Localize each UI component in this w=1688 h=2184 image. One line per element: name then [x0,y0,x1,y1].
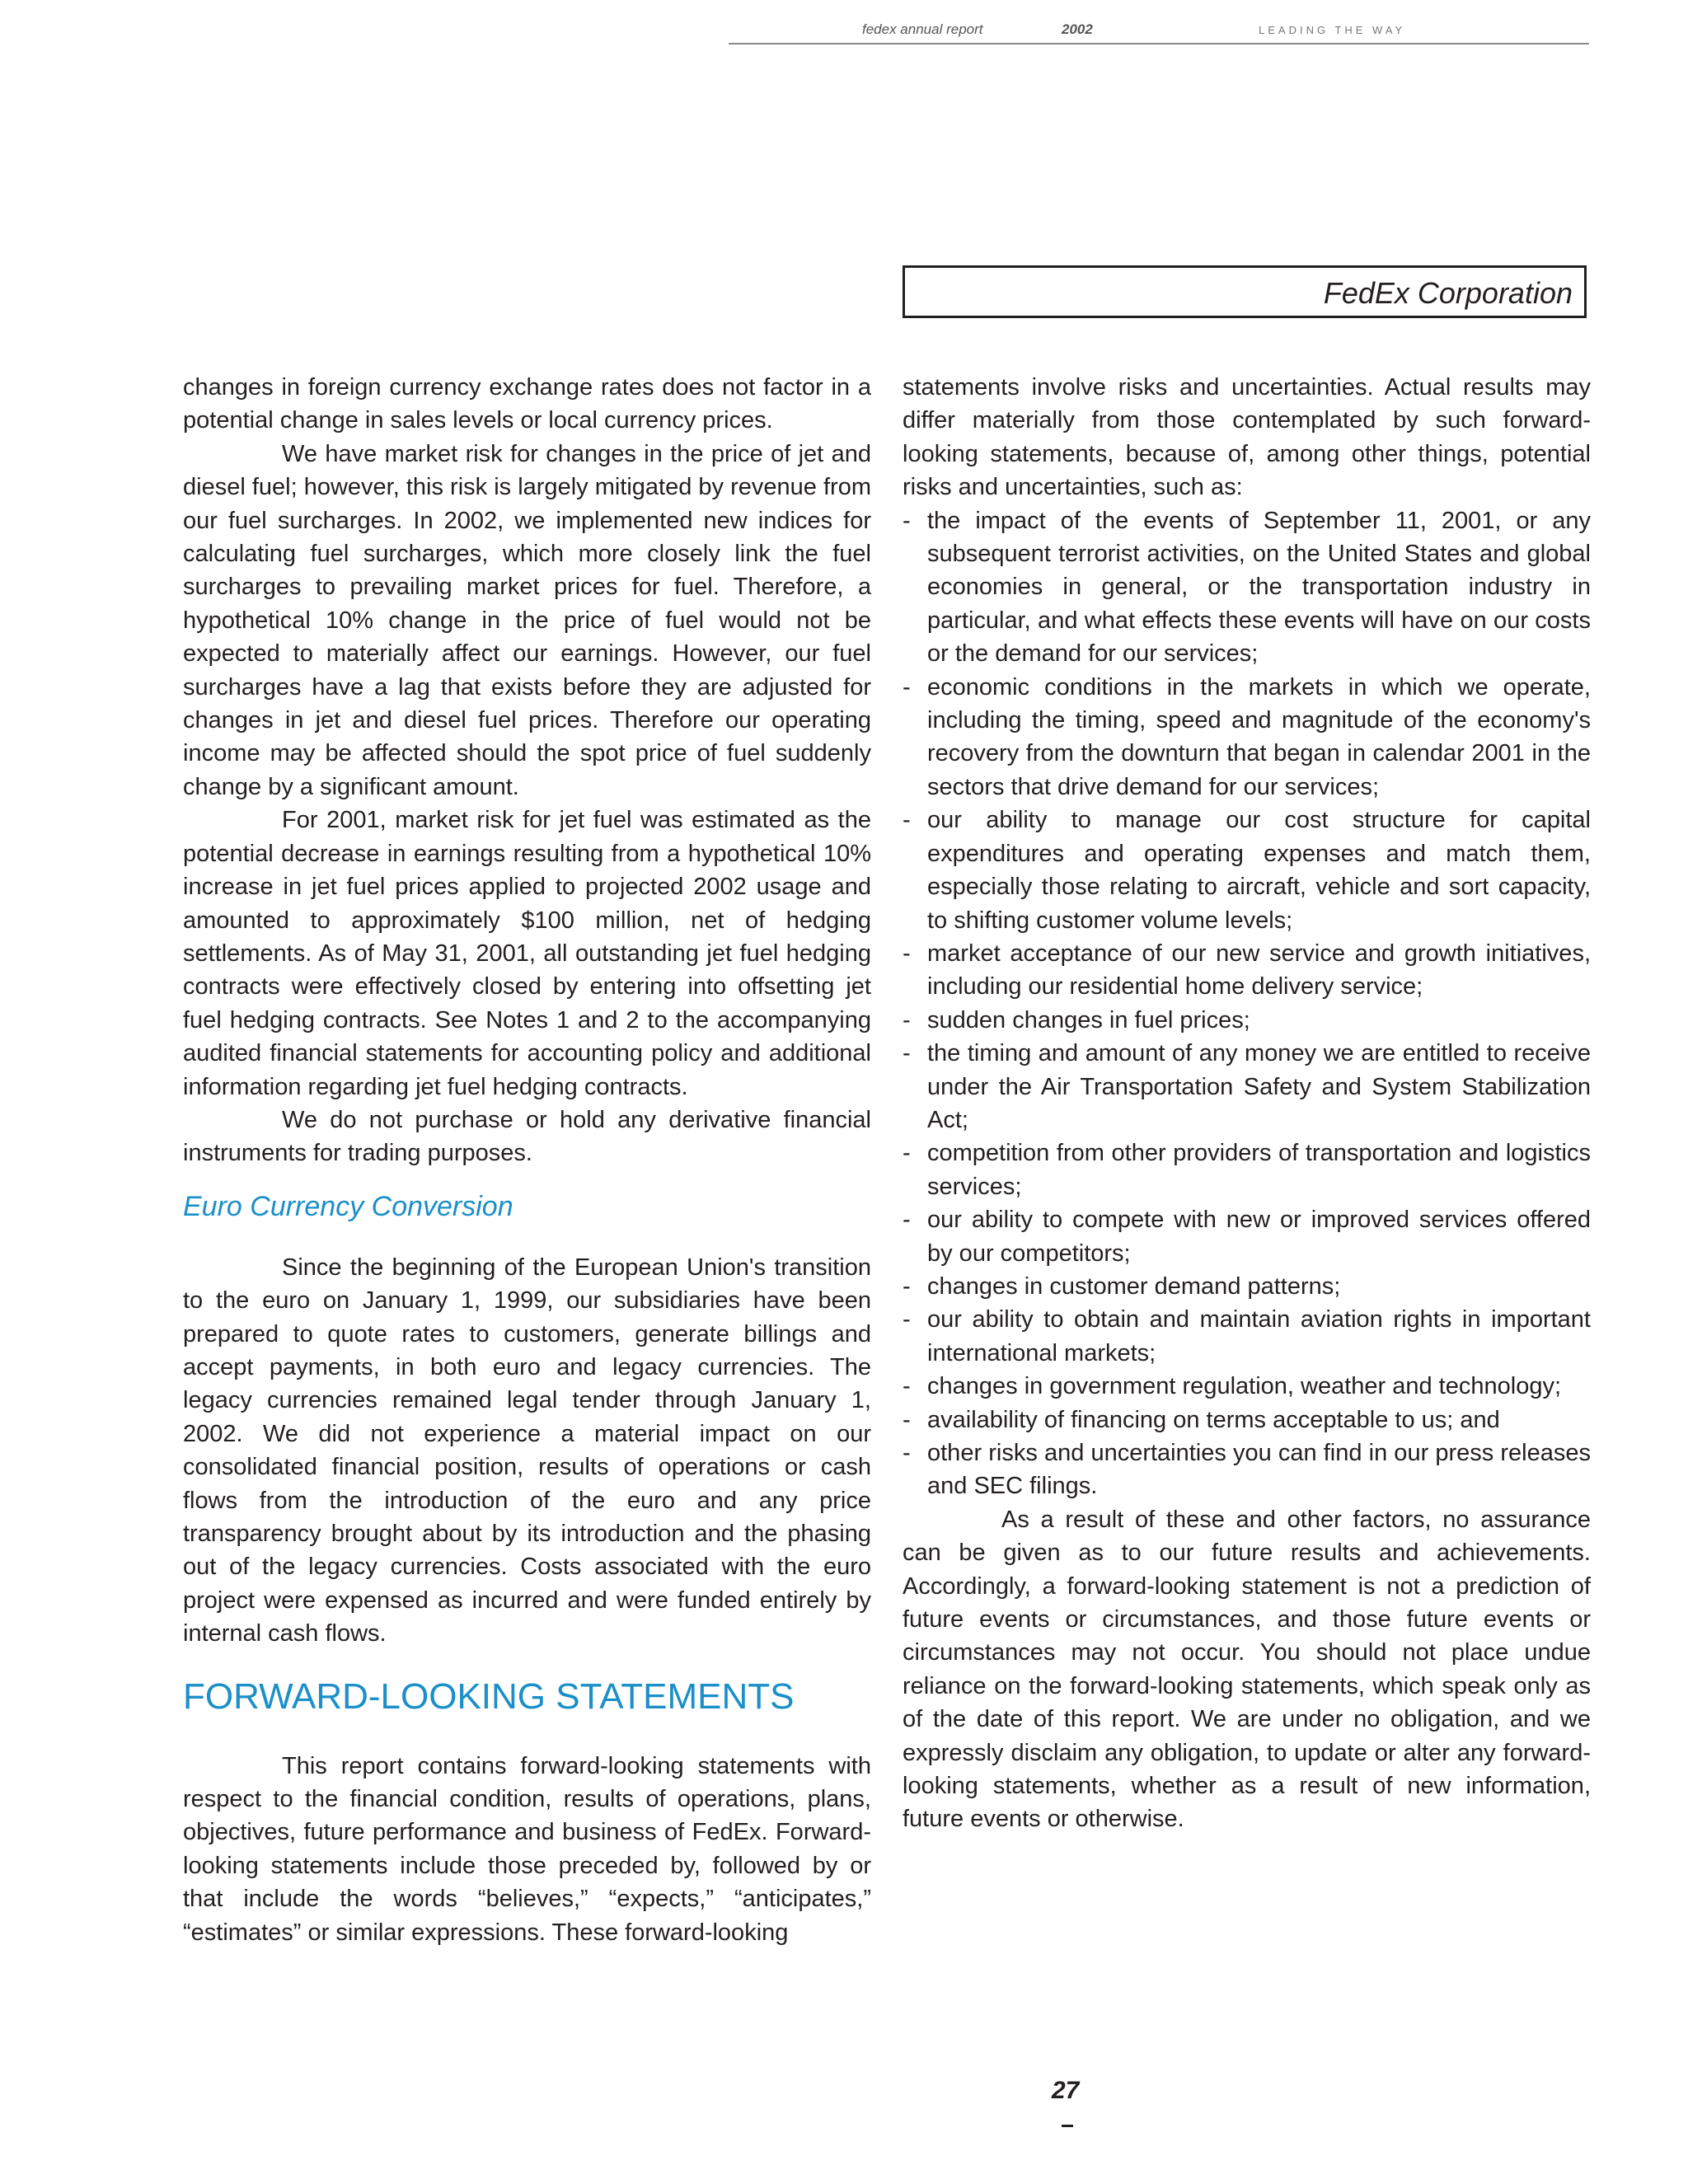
paragraph: We do not purchase or hold any derivative financial instruments for trading purposes. [183,1106,871,1167]
paragraph: As a result of these and other factors, no assurance can be given as to our future results and achievements. Accordingly, a forward-looking statement is not a prediction of future events or circumstances, and those future events or circumstances may not occur. You should not place undue reliance on the forward-looking statements, which speak only as of the date of this report. We are under no obligation, and we expressly disclaim any obligation, to update or alter any forward-looking statements, whether as a result of new information, future events or otherwise. [903,1506,1591,1833]
list-item: - sudden changes in fuel prices; [903,1004,1591,1037]
list-item: - economic conditions in the markets in which we operate, including the timing, speed and magnitude of the economy's recovery from the downturn that began in calendar 2001 in the sectors that drive demand for our services; [903,671,1591,804]
euro-section-heading: Euro Currency Conversion [183,1190,513,1222]
page-number: 27 [1052,2077,1080,2104]
company-title: FedEx Corporation [1323,276,1573,310]
paragraph: statements involve risks and uncertainties. Actual results may differ materially from those contemplated by such forward-looking statements, because of, among other things, potential risks and uncertainties, such as: [903,374,1591,501]
header-year: 2002 [1062,21,1093,37]
list-item: - market acceptance of our new service and growth initiatives, including our residential home delivery service; [903,937,1591,1004]
paragraph: This report contains forward-looking statements with respect to the financial condition, results of operations, plans, objectives, future performance and business of FedEx. Forward-looking statements include those preceded by, followed by or that include the words “believes,” “expects,” “anticipates,” “estimates” or similar expressions. These forward-looking [183,1752,871,1946]
paragraph: changes in foreign currency exchange rates does not factor in a potential change in sales levels or local currency prices. [183,374,871,434]
list-item: - our ability to manage our cost structure for capital expenditures and operating expenses and match them, especially those relating to aircraft, vehicle and sort capacity, to shifting customer volume levels; [903,804,1591,937]
forward-looking-heading: FORWARD-LOOKING STATEMENTS [183,1675,795,1717]
header-rule [729,43,1589,45]
paragraph: For 2001, market risk for jet fuel was estimated as the potential decrease in earnings resulting from a hypothetical 10% increase in jet fuel prices applied to projected 2002 usage and amounted to approximately $100 million, net of hedging settlements. As of May 31, 2001, all outstanding jet fuel hedging contracts were effectively closed by entering into offsetting jet fuel hedging contracts. See Notes 1 and 2 to the accompanying audited financial statements for accounting policy and additional information regarding jet fuel hedging contracts. [183,807,871,1100]
right-column [903,371,1591,1836]
header-report-label: fedex annual report [862,21,983,37]
paragraph: Since the beginning of the European Union's transition to the euro on January 1, 1999, our subsidiaries have been prepared to quote rates to customers, generate billings and accept payments, in both euro and legacy currencies. The legacy currencies remained legal tender through January 1, 2002. We did not experience a material impact on our consolidated financial position, results of operations or cash flows from the introduction of the euro and any price transparency brought about by its introduction and the phasing out of the legacy currencies. Costs associated with the euro project were expensed as incurred and were funded entirely by internal cash flows. [183,1254,871,1647]
paragraph: We have market risk for changes in the price of jet and diesel fuel; however, this risk is largely mitigated by revenue from our fuel surcharges. In 2002, we implemented new indices for calculating fuel surcharges, which more closely link the fuel surcharges to prevailing market prices for fuel. Therefore, a hypothetical 10% change in the price of fuel would not be expected to materially affect our earnings. However, our fuel surcharges have a lag that exists before they are adjusted for changes in jet and diesel fuel prices. Therefore our operating income may be affected should the spot price of fuel suddenly change by a significant amount. [183,440,871,800]
list-item: - our ability to obtain and maintain aviation rights in important international markets; [903,1303,1591,1370]
list-item: - changes in government regulation, weather and technology; [903,1370,1591,1403]
list-item: - competition from other providers of transportation and logistics services; [903,1137,1591,1203]
left-column [183,371,871,1949]
list-item: - the impact of the events of September 11, 2001, or any subsequent terrorist activities, on the United States and global economies in general, or the transportation industry in particular, and what effects these events will have on our costs or the demand for our services; [903,504,1591,671]
list-item: - availability of financing on terms acceptable to us; and [903,1404,1591,1436]
list-item: - the timing and amount of any money we are entitled to receive under the Air Transportation Safety and System Stabilization Act; [903,1037,1591,1137]
list-item: - changes in customer demand patterns; [903,1270,1591,1303]
page-number-underline [1062,2125,1073,2127]
list-item: - other risks and uncertainties you can find in our press releases and SEC filings. [903,1436,1591,1503]
company-title-box [903,265,1587,318]
risk-list [903,504,1591,1503]
list-item: - our ability to compete with new or improved services offered by our competitors; [903,1203,1591,1270]
header-tagline: LEADING THE WAY [1259,24,1406,36]
